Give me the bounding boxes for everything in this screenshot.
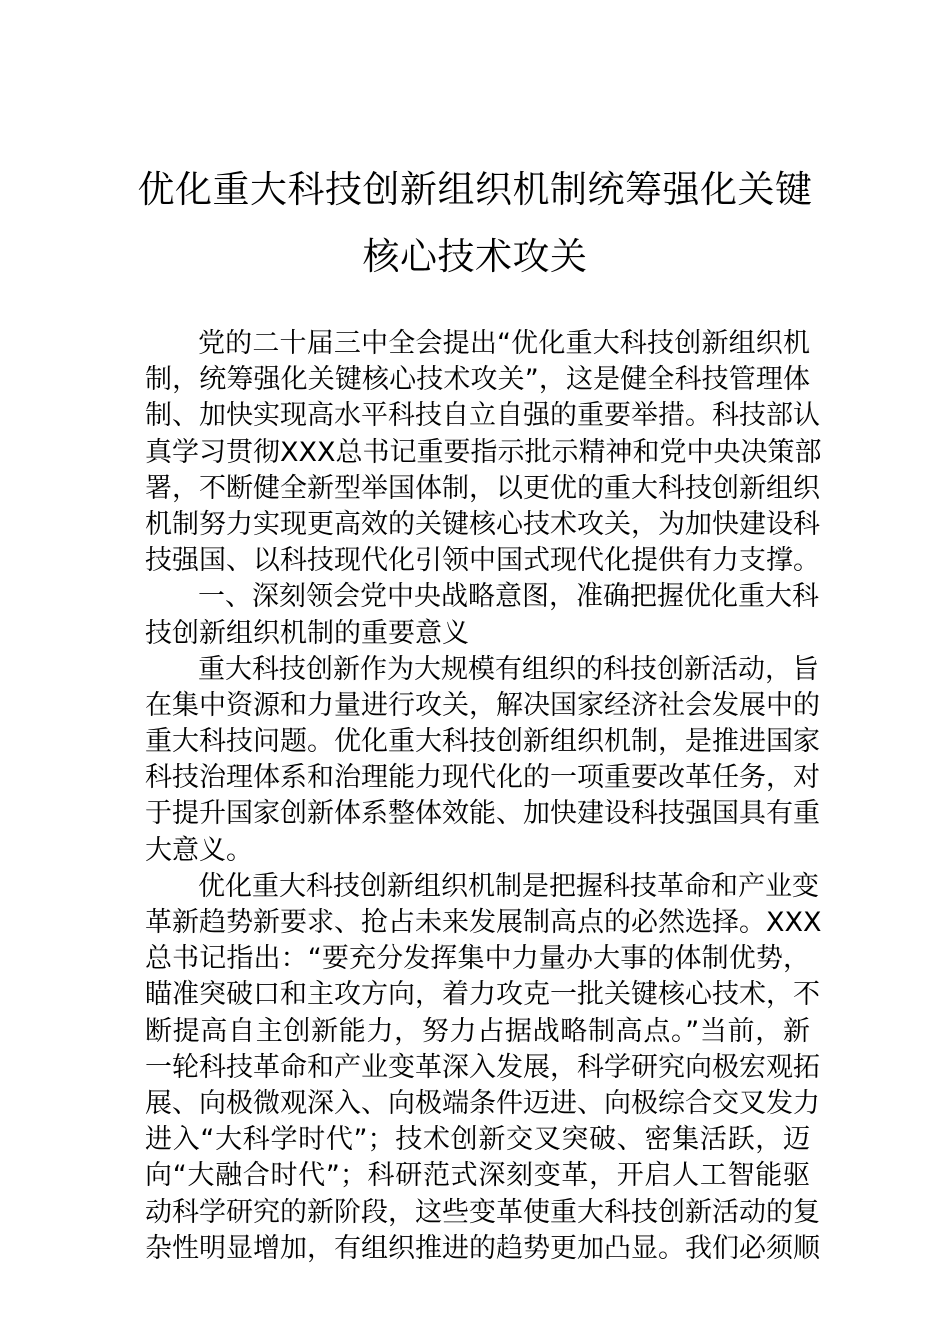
text-line: 大意义。 [145, 834, 253, 866]
heading-line: 一、深刻领会党中央战略意图，准确把握优化重大科 [198, 581, 819, 613]
text-line: 技强国、以科技现代化引领中国式现代化提供有力支撑。 [145, 545, 820, 577]
text-line: 于提升国家创新体系整体效能、加快建设科技强国具有重 [145, 798, 820, 830]
text-line: 党的二十届三中全会提出“优化重大科技创新组织机 [198, 328, 810, 359]
text-line: 科技治理体系和治理能力现代化的一项重要改革任务，对 [145, 762, 820, 794]
text-line: 展、向极微观深入、向极端条件迈进、向极综合交叉发力 [145, 1087, 820, 1119]
document-title-line-1: 优化重大科技创新组织机制统筹强化关键 [137, 168, 813, 211]
text-line: 向“大融合时代”；科研范式深刻变革，开启人工智能驱 [145, 1160, 810, 1192]
text-line: 优化重大科技创新组织机制是把握科技革命和产业变 [198, 870, 819, 902]
paragraph-trends [145, 869, 822, 1267]
text-line: 制，统筹强化关键核心技术攻关”，这是健全科技管理体 [145, 364, 810, 396]
text-line: 进入“大科学时代”；技术创新交叉突破、密集活跃，迈 [145, 1124, 810, 1156]
text-line: 杂性明显增加，有组织推进的趋势更加凸显。我们必须顺 [145, 1232, 820, 1264]
paragraph-intro [145, 326, 822, 579]
text-line: 断提高自主创新能力，努力占据战略制高点。”当前，新 [145, 1015, 810, 1047]
paragraph-significance [145, 652, 820, 869]
text-line: 重大科技创新作为大规模有组织的科技创新活动，旨 [198, 653, 819, 685]
text-line: 总书记指出：“要充分发挥集中力量办大事的体制优势， [145, 943, 810, 975]
document-body [145, 326, 822, 1267]
text-line: 制、加快实现高水平科技自立自强的重要举措。科技部认 [145, 400, 820, 432]
heading-line: 技创新组织机制的重要意义 [145, 617, 469, 649]
text-line: 革新趋势新要求、抢占未来发展制高点的必然选择。XXX [145, 907, 822, 938]
text-line: 重大科技问题。优化重大科技创新组织机制，是推进国家 [145, 726, 820, 758]
text-line: 瞄准突破口和主攻方向，着力攻克一批关键核心技术，不 [145, 979, 820, 1011]
text-line: 署，不断健全新型举国体制，以更优的重大科技创新组织 [145, 472, 820, 504]
text-line: 真学习贯彻XXX总书记重要指示批示精神和党中央决策部 [145, 436, 822, 468]
text-line: 动科学研究的新阶段，这些变革使重大科技创新活动的复 [145, 1196, 820, 1228]
text-line: 一轮科技革命和产业变革深入发展，科学研究向极宏观拓 [145, 1051, 820, 1083]
document-title-line-2: 核心技术攻关 [362, 235, 588, 278]
text-line: 机制努力实现更高效的关键核心技术攻关，为加快建设科 [145, 508, 820, 540]
text-line: 在集中资源和力量进行攻关，解决国家经济社会发展中的 [145, 689, 820, 721]
section-heading-1 [145, 579, 819, 651]
